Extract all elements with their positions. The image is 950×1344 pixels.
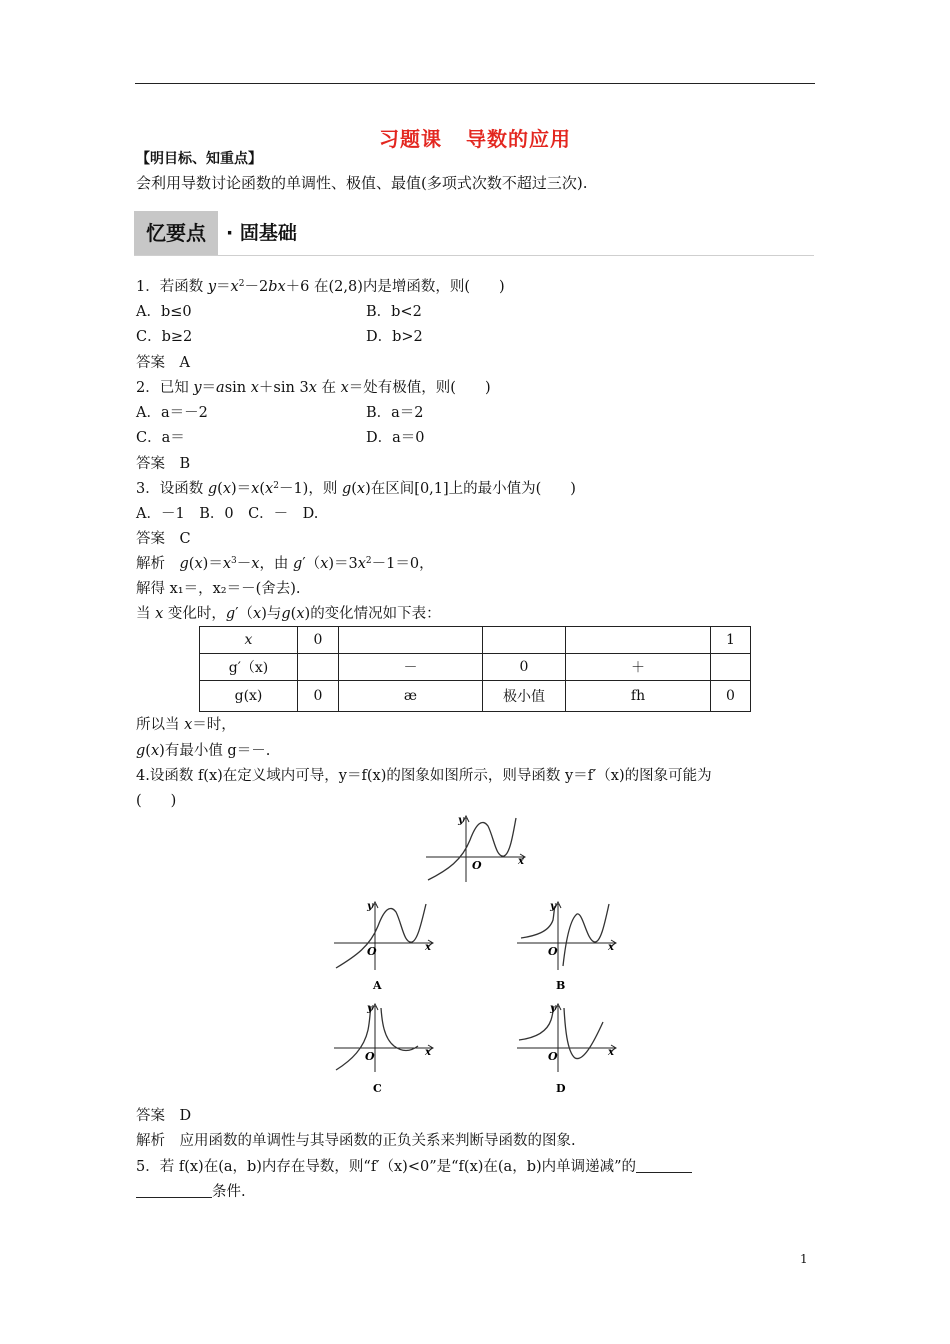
q5-stem: 5．若 f(x)在(a，b)内存在导数，则“f′（x)<0”是“f(x)在(a，b)内单调递减”的: [136, 1155, 692, 1176]
q1-answer: 答案 A: [136, 355, 190, 371]
page-title: 习题课 导数的应用: [379, 127, 571, 151]
axis-label-origin: O: [365, 1050, 375, 1063]
table-cell: g′（x): [200, 654, 298, 681]
option-label-d: D: [556, 1082, 566, 1095]
page-number: 1: [800, 1252, 808, 1266]
header-rule: [135, 83, 815, 84]
table-cell: [298, 654, 339, 681]
answer-blank[interactable]: [136, 1183, 212, 1198]
q4-option-b-graph: [513, 898, 623, 994]
q2-option-d: D．a＝0: [366, 430, 425, 446]
q4-paren: ( ): [136, 793, 177, 809]
table-cell: æ: [339, 681, 483, 712]
q1-option-d: D．b>2: [366, 329, 423, 345]
banner-right: · 固基础: [226, 222, 297, 244]
table-cell: x: [200, 627, 298, 654]
axis-label-x: x: [425, 1047, 431, 1058]
q3-conclusion-2: g(x)有最小值 g＝－.: [136, 743, 271, 759]
table-cell: 0: [298, 627, 339, 654]
axis-label-y: y: [367, 901, 373, 912]
q2-option-c: C．a＝: [136, 430, 185, 446]
axis-label-x: x: [425, 942, 431, 953]
q3-options: A．－1 B．0 C．－ D.: [136, 506, 319, 522]
q2-answer: 答案 B: [136, 456, 191, 472]
q2-option-a: A．a＝－2: [136, 405, 208, 421]
q3-solve-line: 解得 x₁＝，x₂＝－(舍去).: [136, 581, 301, 597]
table-row: [200, 654, 751, 681]
q4-answer: 答案 D: [136, 1108, 192, 1124]
table-cell: [339, 627, 483, 654]
q3-answer: 答案 C: [136, 531, 191, 547]
table-cell: 0: [483, 654, 566, 681]
q4-main-graph: [420, 812, 532, 886]
table-cell: g(x): [200, 681, 298, 712]
objective-tag: 【明目标、知重点】: [136, 151, 262, 167]
table-row: [200, 627, 751, 654]
q4-stem: 4.设函数 f(x)在定义域内可导，y＝f(x)的图象如图所示，则导函数 y＝f′（x)的图象可能为: [136, 768, 712, 784]
banner-left: 忆要点: [134, 211, 218, 255]
option-label-a: A: [373, 979, 382, 992]
table-cell: 0: [711, 681, 751, 712]
q4-analysis: 解析 应用函数的单调性与其导函数的正负关系来判断导函数的图象.: [136, 1133, 576, 1149]
axis-label-origin: O: [548, 945, 558, 958]
table-cell: 0: [298, 681, 339, 712]
answer-blank[interactable]: [636, 1158, 692, 1173]
q4-option-d-graph: [513, 1000, 623, 1096]
q3-conclusion-1: 所以当 x＝时，: [136, 717, 236, 733]
q4-option-c-graph: [330, 1000, 440, 1096]
option-label-c: C: [373, 1082, 382, 1095]
axis-label-y: y: [550, 901, 556, 912]
table-cell: [711, 654, 751, 681]
q3-analysis: 解析 $g(x)=x^3-x$，由 $g'(x)=3x^2-1=0$，: [136, 556, 434, 572]
axis-label-y: y: [458, 815, 464, 826]
axis-label-origin: O: [367, 945, 377, 958]
q1-stem: 1．若函数 $y=x^2-2bx+6$ 在(2,8)内是增函数，则( ): [136, 279, 505, 295]
table-cell: fh: [566, 681, 711, 712]
q1-option-c: C．b≥2: [136, 329, 193, 345]
q2-option-b: B．a＝2: [366, 405, 424, 421]
axis-label-y: y: [367, 1003, 373, 1014]
axis-label-origin: O: [548, 1050, 558, 1063]
table-cell: [483, 627, 566, 654]
variation-table: [199, 626, 751, 712]
section-banner: [134, 211, 814, 256]
table-cell: ＋: [566, 654, 711, 681]
table-cell: [566, 627, 711, 654]
q1-option-b: B．b<2: [366, 304, 422, 320]
q2-stem: 2．已知 y＝asin x＋sin 3x 在 x＝处有极值，则( ): [136, 380, 491, 396]
axis-label-y: y: [550, 1003, 556, 1014]
q3-stem: 3．设函数 $g(x)=x(x^2-1)$，则 g(x)在区间[0,1]上的最小值为( ): [136, 481, 576, 497]
q5-tail: 条件.: [136, 1180, 246, 1201]
table-cell: 极小值: [483, 681, 566, 712]
q4-option-a-graph: [330, 898, 440, 994]
axis-label-x: x: [608, 942, 614, 953]
table-cell: 1: [711, 627, 751, 654]
objective-text: 会利用导数讨论函数的单调性、极值、最值(多项式次数不超过三次).: [136, 174, 588, 192]
q3-table-intro: 当 x 变化时，g′（x)与g(x)的变化情况如下表：: [136, 606, 441, 622]
axis-label-origin: O: [472, 859, 482, 872]
table-cell: －: [339, 654, 483, 681]
axis-label-x: x: [608, 1047, 614, 1058]
axis-label-x: x: [518, 856, 524, 867]
q1-option-a: A．b≤0: [136, 304, 192, 320]
option-label-b: B: [556, 979, 566, 992]
table-row: [200, 681, 751, 712]
